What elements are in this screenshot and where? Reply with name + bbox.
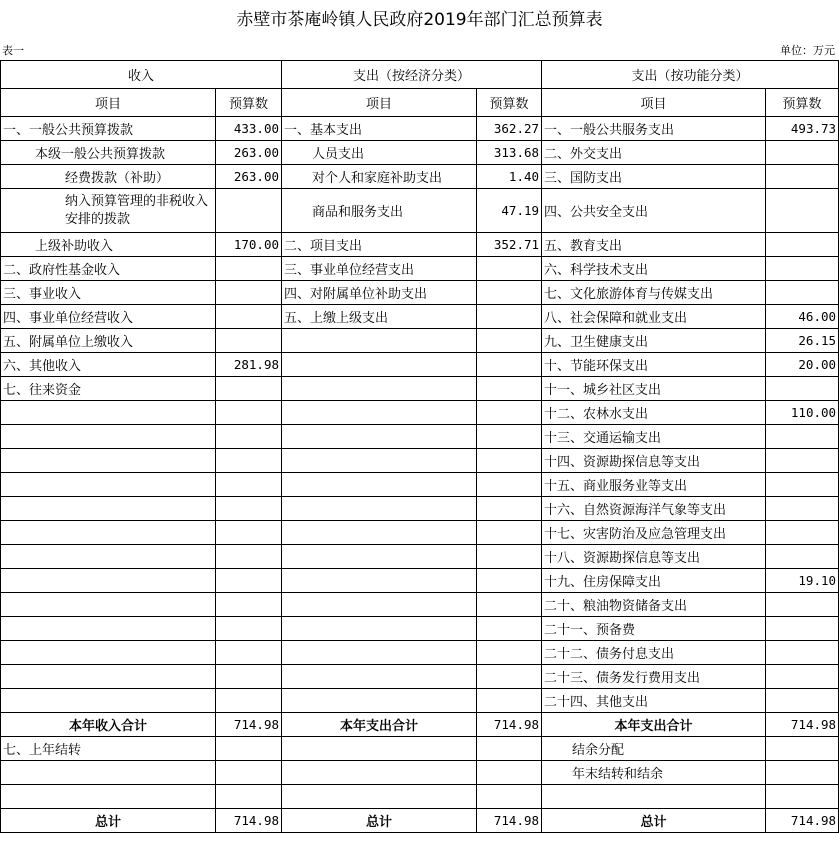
- econ-amount: [477, 353, 542, 377]
- table-row: [1, 165, 839, 189]
- col-item: 项目: [282, 89, 477, 117]
- income-amount: [216, 425, 282, 449]
- table-row: [1, 521, 839, 545]
- func-item: 十七、灾害防治及应急管理支出: [542, 521, 766, 545]
- econ-amount: [477, 521, 542, 545]
- income-item: [1, 497, 216, 521]
- income-amount: [216, 449, 282, 473]
- table-row: [1, 189, 839, 233]
- income-amount: [216, 545, 282, 569]
- income-item: [1, 425, 216, 449]
- econ-amount: [477, 425, 542, 449]
- income-item: 本级一般公共预算拨款: [1, 141, 216, 165]
- income-amount: [216, 521, 282, 545]
- func-item: 总计: [542, 809, 766, 833]
- func-amount: 714.98: [766, 713, 839, 737]
- income-amount: [216, 617, 282, 641]
- income-item: 纳入预算管理的非税收入安排的拨款: [1, 189, 216, 233]
- income-amount: [216, 593, 282, 617]
- income-amount: 714.98: [216, 809, 282, 833]
- income-amount: [216, 189, 282, 233]
- econ-item: [282, 617, 477, 641]
- func-item: 十、节能环保支出: [542, 353, 766, 377]
- table-row: [1, 641, 839, 665]
- func-item: 十一、城乡社区支出: [542, 377, 766, 401]
- econ-amount: [477, 281, 542, 305]
- func-item: 十三、交通运输支出: [542, 425, 766, 449]
- func-amount: [766, 425, 839, 449]
- econ-item: 商品和服务支出: [282, 189, 477, 233]
- econ-item: [282, 593, 477, 617]
- econ-amount: [477, 257, 542, 281]
- income-amount: 170.00: [216, 233, 282, 257]
- econ-amount: [477, 617, 542, 641]
- func-item: 九、卫生健康支出: [542, 329, 766, 353]
- func-amount: [766, 785, 839, 809]
- func-item: 二十三、债务发行费用支出: [542, 665, 766, 689]
- table-row: [1, 353, 839, 377]
- econ-item: 三、事业单位经营支出: [282, 257, 477, 281]
- econ-item: [282, 425, 477, 449]
- table-row: [1, 401, 839, 425]
- func-amount: [766, 473, 839, 497]
- func-amount: 714.98: [766, 809, 839, 833]
- income-amount: 433.00: [216, 117, 282, 141]
- col-item: 项目: [1, 89, 216, 117]
- page-title: 赤壁市茶庵岭镇人民政府2019年部门汇总预算表: [236, 10, 603, 30]
- income-item: 五、附属单位上缴收入: [1, 329, 216, 353]
- income-header: 收入: [1, 61, 282, 89]
- income-item: [1, 521, 216, 545]
- table-number: 表一: [2, 44, 24, 57]
- econ-item: 一、基本支出: [282, 117, 477, 141]
- income-item: [1, 689, 216, 713]
- table-row: [1, 233, 839, 257]
- econ-item: [282, 641, 477, 665]
- econ-amount: 362.27: [477, 117, 542, 141]
- col-amount: 预算数: [766, 89, 839, 117]
- func-item: 二十二、债务付息支出: [542, 641, 766, 665]
- econ-item: 四、对附属单位补助支出: [282, 281, 477, 305]
- econ-amount: [477, 473, 542, 497]
- func-amount: [766, 377, 839, 401]
- func-amount: [766, 141, 839, 165]
- income-item: 经费拨款（补助）: [1, 165, 216, 189]
- income-item: 二、政府性基金收入: [1, 257, 216, 281]
- func-amount: [766, 165, 839, 189]
- table-row: [1, 449, 839, 473]
- econ-amount: [477, 665, 542, 689]
- econ-amount: [477, 545, 542, 569]
- econ-amount: 1.40: [477, 165, 542, 189]
- func-item: 年末结转和结余: [542, 761, 766, 785]
- income-amount: [216, 569, 282, 593]
- income-amount: [216, 785, 282, 809]
- econ-item: 本年支出合计: [282, 713, 477, 737]
- econ-amount: [477, 569, 542, 593]
- econ-amount: [477, 377, 542, 401]
- income-item: [1, 617, 216, 641]
- table-row: [1, 569, 839, 593]
- func-amount: [766, 545, 839, 569]
- income-amount: 263.00: [216, 165, 282, 189]
- func-amount: [766, 281, 839, 305]
- table-row: [1, 281, 839, 305]
- econ-amount: [477, 305, 542, 329]
- income-amount: [216, 665, 282, 689]
- func-item: 十六、自然资源海洋气象等支出: [542, 497, 766, 521]
- econ-item: [282, 545, 477, 569]
- income-item: 六、其他收入: [1, 353, 216, 377]
- income-amount: [216, 305, 282, 329]
- table-row: [1, 785, 839, 809]
- func-item: [542, 785, 766, 809]
- econ-item: [282, 401, 477, 425]
- func-amount: 46.00: [766, 305, 839, 329]
- table-row: [1, 141, 839, 165]
- income-item: [1, 665, 216, 689]
- income-item: 总计: [1, 809, 216, 833]
- income-amount: [216, 689, 282, 713]
- table-row: [1, 713, 839, 737]
- func-amount: [766, 737, 839, 761]
- income-amount: [216, 377, 282, 401]
- income-amount: [216, 497, 282, 521]
- func-item: 二、外交支出: [542, 141, 766, 165]
- func-amount: [766, 497, 839, 521]
- func-amount: [766, 665, 839, 689]
- econ-item: [282, 521, 477, 545]
- econ-item: 总计: [282, 809, 477, 833]
- econ-amount: 714.98: [477, 713, 542, 737]
- func-item: 二十一、预备费: [542, 617, 766, 641]
- income-amount: 281.98: [216, 353, 282, 377]
- income-item: [1, 641, 216, 665]
- income-item: 上级补助收入: [1, 233, 216, 257]
- econ-item: [282, 737, 477, 761]
- table-row: [1, 809, 839, 833]
- func-item: 十五、商业服务业等支出: [542, 473, 766, 497]
- func-amount: 20.00: [766, 353, 839, 377]
- table-row: [1, 377, 839, 401]
- econ-item: [282, 761, 477, 785]
- econ-item: [282, 449, 477, 473]
- econ-amount: [477, 401, 542, 425]
- income-amount: [216, 329, 282, 353]
- econ-amount: [477, 497, 542, 521]
- table-row: [1, 117, 839, 141]
- table-row: [1, 305, 839, 329]
- income-amount: [216, 257, 282, 281]
- col-amount: 预算数: [216, 89, 282, 117]
- income-item: 三、事业收入: [1, 281, 216, 305]
- func-item: 二十四、其他支出: [542, 689, 766, 713]
- econ-amount: [477, 593, 542, 617]
- table-row: [1, 497, 839, 521]
- econ-item: 五、上缴上级支出: [282, 305, 477, 329]
- econ-amount: 352.71: [477, 233, 542, 257]
- func-amount: [766, 617, 839, 641]
- func-item: 七、文化旅游体育与传媒支出: [542, 281, 766, 305]
- unit-label: 单位：万元: [780, 44, 835, 57]
- func-item: 六、科学技术支出: [542, 257, 766, 281]
- section-header-row: [1, 61, 839, 89]
- income-amount: 263.00: [216, 141, 282, 165]
- income-amount: [216, 641, 282, 665]
- func-amount: [766, 641, 839, 665]
- func-item: 十九、住房保障支出: [542, 569, 766, 593]
- func-amount: 493.73: [766, 117, 839, 141]
- econ-item: [282, 569, 477, 593]
- income-amount: [216, 761, 282, 785]
- table-row: [1, 425, 839, 449]
- econ-amount: [477, 689, 542, 713]
- econ-item: [282, 329, 477, 353]
- func-amount: [766, 521, 839, 545]
- income-item: 本年收入合计: [1, 713, 216, 737]
- exp-func-header: 支出（按功能分类）: [542, 61, 839, 89]
- econ-item: 对个人和家庭补助支出: [282, 165, 477, 189]
- func-item: 十二、农林水支出: [542, 401, 766, 425]
- table-row: [1, 545, 839, 569]
- econ-item: 人员支出: [282, 141, 477, 165]
- table-row: [1, 593, 839, 617]
- econ-amount: 47.19: [477, 189, 542, 233]
- func-amount: [766, 257, 839, 281]
- table-row: [1, 761, 839, 785]
- econ-item: [282, 689, 477, 713]
- table-row: [1, 473, 839, 497]
- income-item: [1, 593, 216, 617]
- income-amount: [216, 401, 282, 425]
- econ-item: [282, 785, 477, 809]
- econ-amount: [477, 761, 542, 785]
- econ-amount: [477, 785, 542, 809]
- col-item: 项目: [542, 89, 766, 117]
- econ-item: [282, 497, 477, 521]
- func-item: 结余分配: [542, 737, 766, 761]
- table-row: [1, 329, 839, 353]
- func-item: 三、国防支出: [542, 165, 766, 189]
- table-row: [1, 689, 839, 713]
- econ-amount: [477, 641, 542, 665]
- table-row: [1, 617, 839, 641]
- income-item: [1, 401, 216, 425]
- exp-econ-header: 支出（按经济分类）: [282, 61, 542, 89]
- income-item: 七、上年结转: [1, 737, 216, 761]
- func-amount: [766, 233, 839, 257]
- func-amount: [766, 189, 839, 233]
- econ-item: [282, 473, 477, 497]
- func-amount: [766, 761, 839, 785]
- income-item: 七、往来资金: [1, 377, 216, 401]
- func-item: 十四、资源勘探信息等支出: [542, 449, 766, 473]
- income-amount: [216, 281, 282, 305]
- income-item: [1, 785, 216, 809]
- income-item: [1, 569, 216, 593]
- econ-item: [282, 377, 477, 401]
- table-row: [1, 665, 839, 689]
- income-item: [1, 545, 216, 569]
- table-row: [1, 257, 839, 281]
- econ-item: [282, 665, 477, 689]
- income-amount: 714.98: [216, 713, 282, 737]
- income-item: [1, 449, 216, 473]
- func-amount: [766, 593, 839, 617]
- econ-amount: [477, 449, 542, 473]
- econ-amount: 313.68: [477, 141, 542, 165]
- income-item: 一、一般公共预算拨款: [1, 117, 216, 141]
- func-item: 八、社会保障和就业支出: [542, 305, 766, 329]
- econ-item: 二、项目支出: [282, 233, 477, 257]
- func-amount: 110.00: [766, 401, 839, 425]
- econ-amount: 714.98: [477, 809, 542, 833]
- econ-item: [282, 353, 477, 377]
- func-item: 四、公共安全支出: [542, 189, 766, 233]
- func-amount: 19.10: [766, 569, 839, 593]
- income-item: 四、事业单位经营收入: [1, 305, 216, 329]
- func-item: 本年支出合计: [542, 713, 766, 737]
- func-item: 二十、粮油物资储备支出: [542, 593, 766, 617]
- econ-amount: [477, 737, 542, 761]
- budget-table: [0, 60, 839, 833]
- func-amount: [766, 449, 839, 473]
- column-header-row: [1, 89, 839, 117]
- econ-amount: [477, 329, 542, 353]
- func-amount: [766, 689, 839, 713]
- income-amount: [216, 473, 282, 497]
- col-amount: 预算数: [477, 89, 542, 117]
- func-item: 一、一般公共服务支出: [542, 117, 766, 141]
- func-item: 五、教育支出: [542, 233, 766, 257]
- income-item: [1, 473, 216, 497]
- func-amount: 26.15: [766, 329, 839, 353]
- func-item: 十八、资源勘探信息等支出: [542, 545, 766, 569]
- table-row: [1, 737, 839, 761]
- income-amount: [216, 737, 282, 761]
- income-item: [1, 761, 216, 785]
